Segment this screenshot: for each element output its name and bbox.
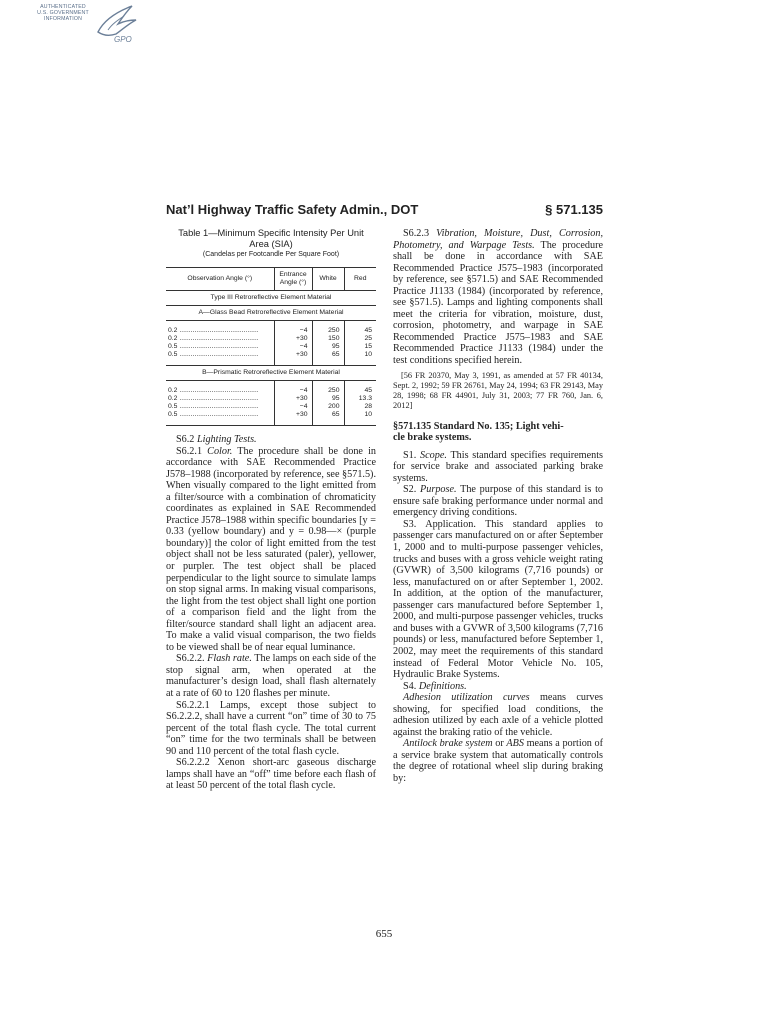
para-s4-definitions: S4. Definitions. <box>403 680 467 692</box>
table-subheader-type: Type III Retroreflective Element Material <box>166 291 376 306</box>
table-row: 0.5 .......................................... −4 95 15 <box>166 343 376 351</box>
table-subheader-group-a: A—Glass Bead Retroreflective Element Material <box>166 306 376 321</box>
header-agency: Nat’l Highway Traffic Safety Admin., DOT <box>166 202 419 217</box>
left-column <box>166 228 376 792</box>
para-s6-2-3: S6.2.3 Vibration, Moisture, Dust, Corrosion, Photometry, and Warpage Tests. The procedure shall be done in accordance with SAE Recommended Practice J575–1983 (incorporated by reference, see §571.5) and SAE Recommended Practice J1133 (1984) (incorporated by reference, see §571.5). Lamps and lighting components shall meet the criteria for vibration, moisture, dust, corrosion, photometry, and warpage in SAE Recommended Practice J575–1983 and SAE Recommended Practice J1133 (1984) under the test conditions specified herein. <box>393 228 604 367</box>
gpo-authentication-seal <box>28 2 144 46</box>
page-number: 655 <box>375 928 393 940</box>
para-s2-purpose: S2. Purpose. The purpose of this standard is to ensure safe braking performance under normal and emergency driving conditions. <box>393 484 603 519</box>
para-s6-2-2-2: S6.2.2.2 Xenon short-arc gaseous discharge lamps shall have an “off” time before each flash of at least 50 percent of the total flash cycle. <box>166 757 376 792</box>
definition-adhesion-utilization: Adhesion utilization curves means curves showing, for specified load conditions, the adhesion utilized by each axle of a vehicle plotted against the braking ratio of the vehicle. <box>393 692 604 738</box>
table-row: 0.5 .......................................... +30 65 10 <box>166 351 376 359</box>
col-header-red: Red <box>344 268 376 291</box>
sia-table <box>166 267 376 426</box>
table-row: 0.5 .......................................... +30 65 10 <box>166 411 376 419</box>
eagle-logo-icon <box>92 2 144 44</box>
amendment-citation: [56 FR 20370, May 3, 1991, as amended at 57 FR 40134, Sept. 2, 1992; 59 FR 26761, May 24, 1994; 63 FR 29143, May 28, 1998; 68 FR 44901, July 31, 2003; 77 FR 760, Jan. 6, 2012] <box>393 370 603 410</box>
table-row: 0.2 .......................................... +30 95 13.3 <box>166 395 376 403</box>
section-heading: §571.135 Standard No. 135; Light vehi- cle brake systems. <box>393 420 564 444</box>
table-row: 0.2 .......................................... −4 250 45 <box>166 387 376 395</box>
para-s6-2: S6.2 Lighting Tests. <box>176 434 257 445</box>
definition-antilock-brake-system: Antilock brake system or ABS means a portion of a service brake system that automatically controls the degree of rotational wheel slip during braking by: <box>393 738 604 784</box>
col-header-entrance: Entrance Angle (°) <box>274 268 312 291</box>
table-title: Table 1—Minimum Specific Intensity Per Unit Area (SIA) <box>178 228 364 249</box>
col-header-observation: Observation Angle (°) <box>166 268 274 291</box>
para-s6-2-1: S6.2.1 Color. The procedure shall be done in accordance with SAE Recommended Practice J578–1988 (incorporated by reference, see §571.5). When visually compared to the light emitted from a filter/source with a combination of chromaticity coordinates as explained in SAE Recommended Practice J578–1988 within specific boundaries [y = 0.33 (yellow boundary) and y = 0.98—× (purple boundary)] the color of light emitted from the test object shall not be less saturated (paler), yellower, or purpler. The test object shall be placed perpendicular to the light source to simulate lamps on stop signal arms. In making visual comparisons, the light from the test object shall light one portion of a comparison field and the light from the filter/source standard shall light an adjacent area. To make a valid visual comparison, the two fields to be viewed shall be of near equal luminance. <box>166 445 376 653</box>
table-subtitle: (Candelas per Footcandle Per Square Foot) <box>202 251 340 258</box>
col-header-white: White <box>312 268 344 291</box>
para-s6-2-2-1: S6.2.2.1 Lamps, except those subject to S6.2.2.2, shall have a current “on” time of 30 to 75 percent of the total flash cycle. The total current “on” time for the two terminals shall be between 90 and 110 percent of the total flash cycle. <box>166 699 376 757</box>
table-header-row <box>166 268 376 291</box>
table-row: 0.2 .......................................... +30 150 25 <box>166 335 376 343</box>
running-header <box>166 202 603 220</box>
table-row: 0.5 .......................................... −4 200 28 <box>166 403 376 411</box>
para-s6-2-2: S6.2.2. Flash rate. The lamps on each side of the stop signal arm, when operated at the manufacturer’s design load, shall flash alternately at a rate of 60 to 120 flashes per minute. <box>166 653 376 700</box>
para-s1-scope: S1. Scope. This standard specifies requirements for service brake and associated parking brake systems. <box>393 449 604 484</box>
header-section-number: § 571.135 <box>545 202 603 217</box>
table-subheader-group-b: B—Prismatic Retroreflective Element Material <box>166 366 376 381</box>
table-row: 0.2 .......................................... −4 250 45 <box>166 327 376 335</box>
para-s3-application: S3. Application. This standard applies to passenger cars manufactured on or after September 1, 2000 and to multi-purpose passenger vehicles, trucks and buses with a gross vehicle weight rating (GVWR) of 3,500 kilograms (7,716 pounds) or less, manufactured on or after September 1, 2002. In addition, at the option of the manufacturer, passenger cars manufactured before September 1, 2000, and multi-purpose passenger vehicles, trucks and buses with a GVWR of 3,500 kilograms (7,716 pounds) or less, manufactured before September 1, 2002, may meet the requirements of this standard instead of Federal Motor Vehicle No. 105, Hydraulic Brake Systems. <box>393 518 603 681</box>
svg-text:GPO: GPO <box>114 35 132 44</box>
right-column <box>393 228 603 785</box>
seal-text: AUTHENTICATED U.S. GOVERNMENT INFORMATION <box>37 4 89 22</box>
